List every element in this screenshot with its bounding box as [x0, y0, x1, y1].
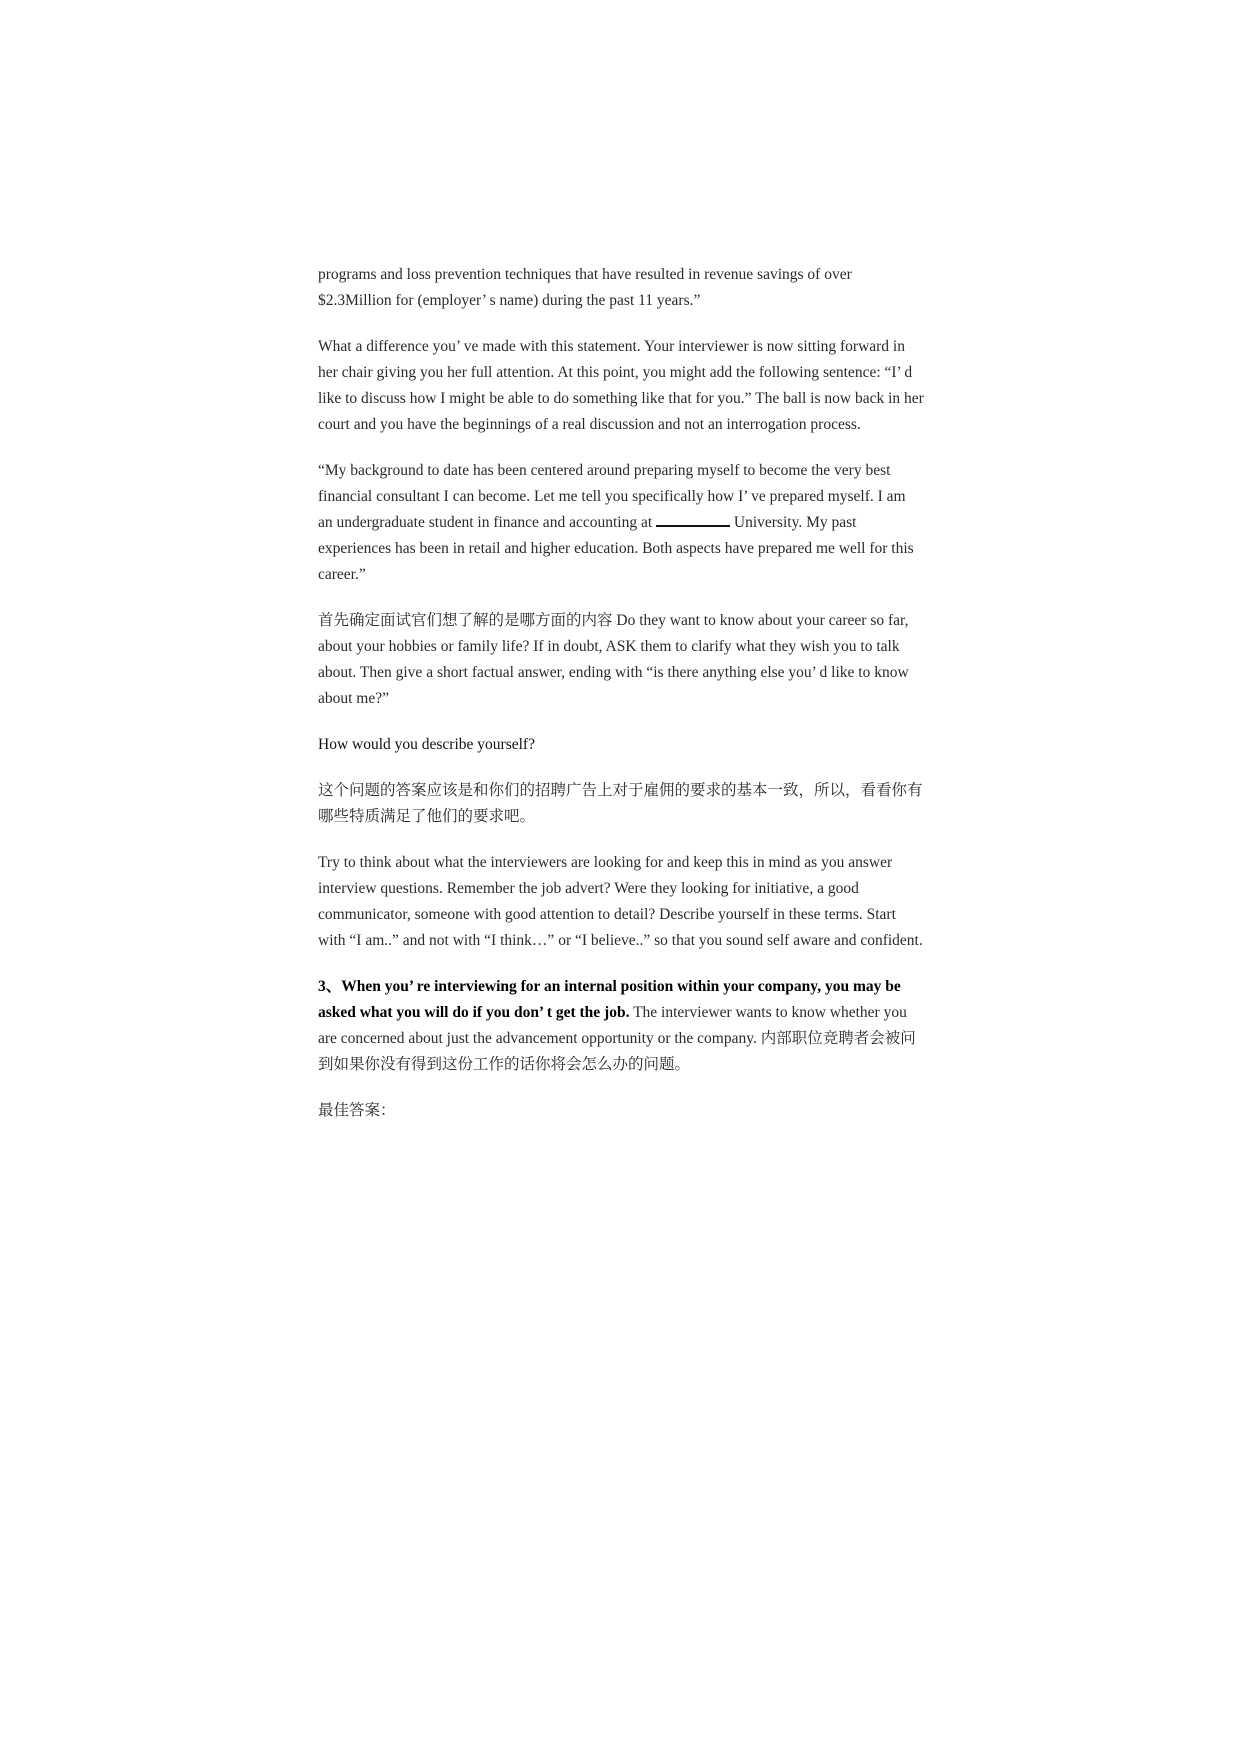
paragraph-internal-position-rest: The interviewer wants to know whether you are concerned about just the advancement opportunity or the company. 内部职位竞聘者会被问到如果你没有得到这份工作的话你将会怎么办的问题。 — [318, 1004, 916, 1073]
best-answer-label: 最佳答案： — [318, 1102, 396, 1119]
paragraph-background — [318, 458, 924, 588]
paragraph-revenue-savings: programs and loss prevention techniques that have resulted in revenue savings of over $2.3Million for (employer’ s name) during the past 11 years.” — [318, 266, 852, 309]
paragraph-background-end: University. My past experiences has been in retail and higher education. Both aspects have prepared me well for this career.” — [318, 514, 914, 583]
paragraph-clarify: 首先确定面试官们想了解的是哪方面的内容 Do they want to know about your career so far, about your hobbies or family life? If in doubt, ASK them to clarify what they wish you to talk about. Then give a short factual answer, ending with “is there anything else you’ d like to know about me?” — [318, 612, 909, 707]
paragraph-interviewer-looking-for: Try to think about what the interviewers are looking for and keep this in mind as you answer interview questions. Remember the job advert? Were they looking for initiative, a good communicator, someone with good attention to detail? Describe yourself in these terms. Start with “I am..” and not with “I think…” or “I believe..” so that you sound self aware and confident. — [318, 854, 923, 949]
document-body — [318, 262, 924, 1144]
paragraph-internal-position — [318, 974, 924, 1078]
question-internal-position: 3、When you’ re interviewing for an internal position within your company, you may be asked what you will do if you don’ t get the job. — [318, 978, 901, 1021]
fill-in-blank-line — [656, 511, 730, 527]
paragraph-difference: What a difference you’ ve made with this statement. Your interviewer is now sitting forward in her chair giving you her full attention. At this point, you might add the following sentence: “I’ d like to discuss how I might be able to do something like that for you.” The ball is now back in her court and you have the beginnings of a real discussion and not an interrogation process. — [318, 338, 924, 433]
paragraph-chinese-advice: 这个问题的答案应该是和你们的招聘广告上对于雇佣的要求的基本一致，所以，看看你有哪些特质满足了他们的要求吧。 — [318, 782, 923, 825]
question-heading-describe-yourself: How would you describe yourself? — [318, 736, 535, 753]
paragraph-background-start: “My background to date has been centered around preparing myself to become the very best financial consultant I can become. Let me tell you specifically how I’ ve prepared myself. I am an undergraduate student in finance and accounting at — [318, 462, 906, 531]
